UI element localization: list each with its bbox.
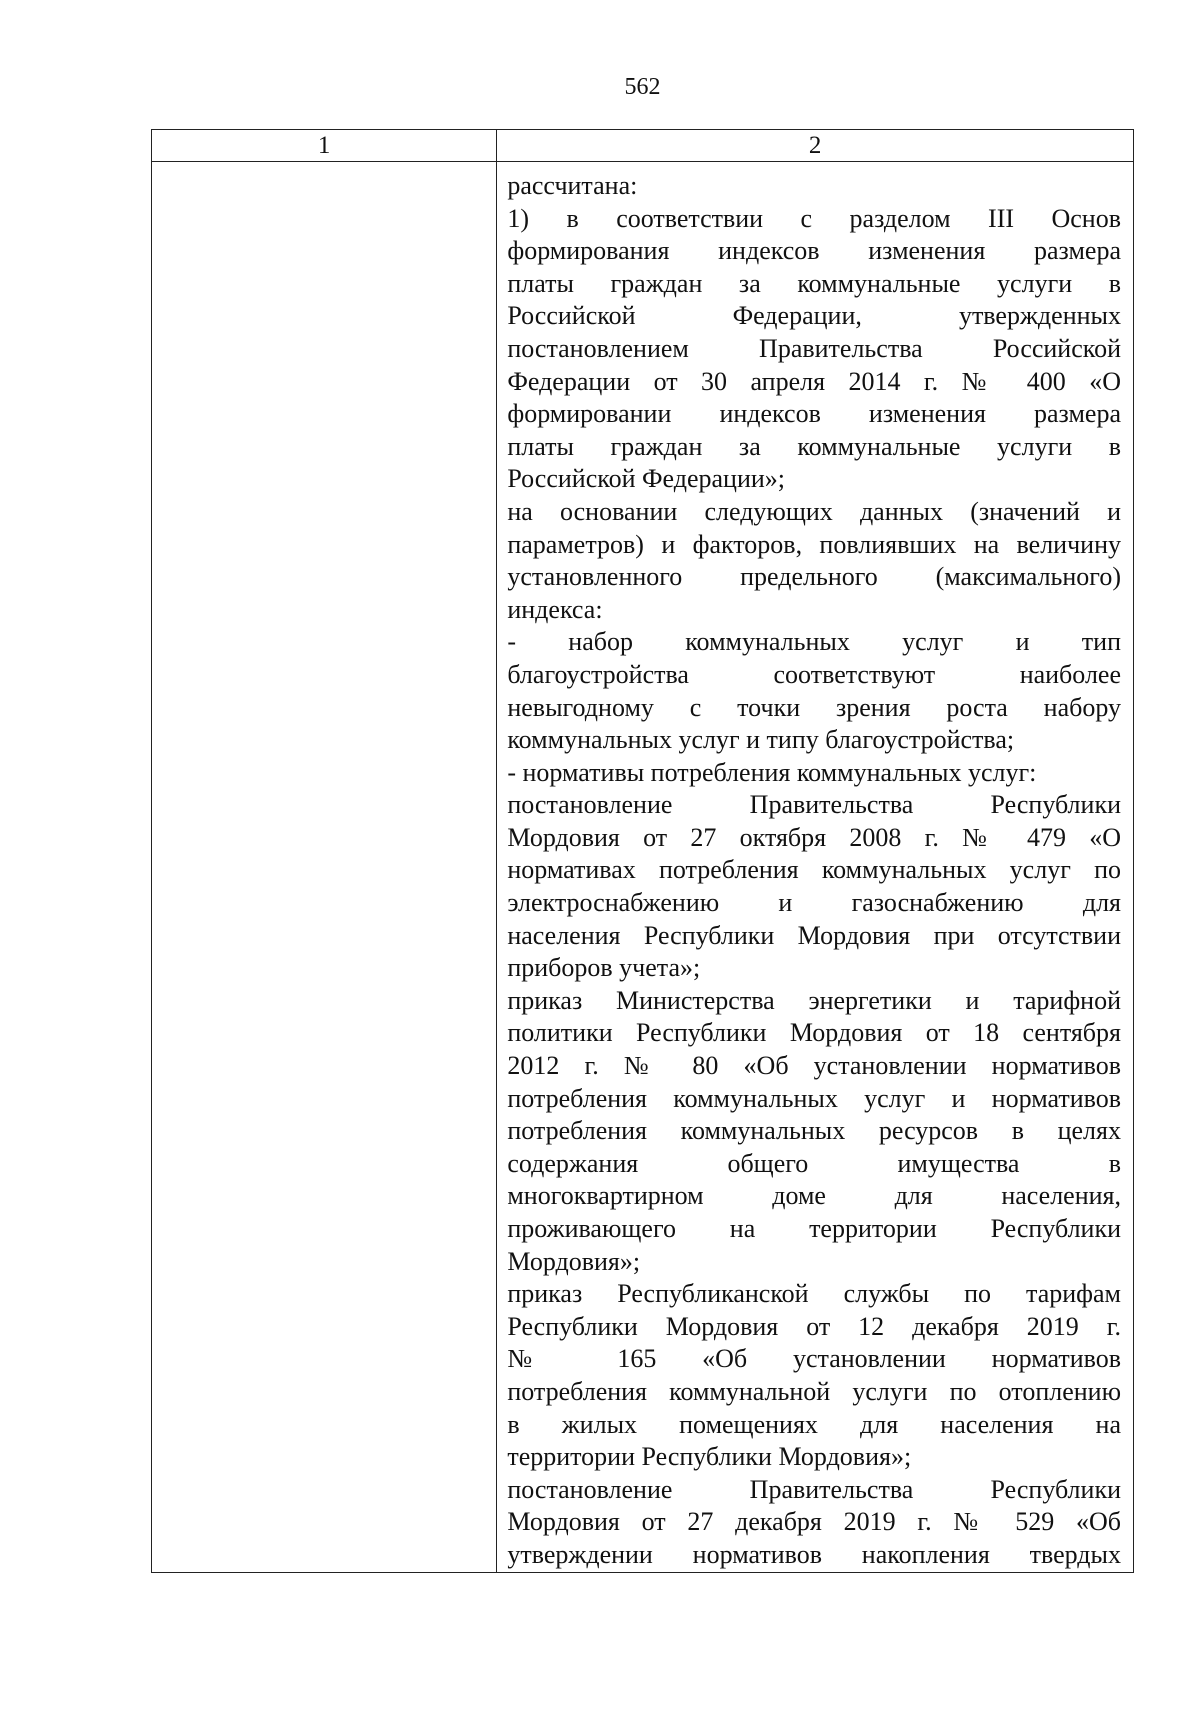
page-number: 562: [624, 74, 661, 100]
text-line: электроснабжению и газоснабжению для: [507, 888, 1121, 918]
text-line: приказ Министерства энергетики и тарифной: [507, 985, 1121, 1015]
table-row: [152, 162, 1134, 1573]
text-line: многоквартирном доме для населения,: [507, 1181, 1121, 1211]
text-line: формирования индексов изменения размера: [507, 236, 1121, 266]
text-line: Российской Федерации»;: [507, 464, 785, 494]
text-line: Республики Мордовия от 12 декабря 2019 г.: [507, 1311, 1121, 1341]
column-2-cell: [497, 162, 1134, 1573]
text-line: Мордовия от 27 декабря 2019 г. № 529 «Об: [507, 1507, 1121, 1537]
text-line: 2012 г. № 80 «Об установлении нормативов: [507, 1051, 1121, 1081]
text-line: приборов учета»;: [507, 953, 701, 983]
column-header-1: 1: [152, 130, 497, 162]
text-line: Мордовия от 27 октября 2008 г. № 479 «О: [507, 822, 1121, 852]
text-line: рассчитана:: [507, 171, 638, 200]
text-line: установленного предельного (максимального): [507, 562, 1121, 592]
text-line: содержания общего имущества в: [507, 1148, 1121, 1178]
table-header-row: [152, 130, 1134, 162]
document-table: [151, 129, 1134, 1573]
text-line: Мордовия»;: [507, 1246, 641, 1276]
text-line: политики Республики Мордовия от 18 сентября: [507, 1018, 1121, 1048]
text-line: населения Республики Мордовия при отсутствии: [507, 920, 1121, 950]
text-line: в жилых помещениях для населения на: [507, 1409, 1121, 1439]
text-line: коммунальных услуг и типу благоустройства;: [507, 725, 1015, 755]
text-line: приказ Республиканской службы по тарифам: [507, 1279, 1121, 1309]
column-2-text: [497, 162, 1133, 1572]
text-line: Федерации от 30 апреля 2014 г. № 400 «О: [507, 366, 1121, 396]
text-line: параметров) и факторов, повлиявших на величину: [507, 529, 1121, 559]
text-line: территории Республики Мордовия»;: [507, 1442, 912, 1472]
text-line: № 165 «Об установлении нормативов: [507, 1344, 1121, 1374]
text-line: потребления коммунальной услуги по отоплению: [507, 1376, 1121, 1406]
text-line: - нормативы потребления коммунальных услуг:: [507, 757, 1037, 787]
text-line: формировании индексов изменения размера: [507, 399, 1121, 429]
text-line: нормативах потребления коммунальных услуг по: [507, 855, 1121, 885]
text-line: платы граждан за коммунальные услуги в: [507, 431, 1121, 461]
text-line: платы граждан за коммунальные услуги в: [507, 268, 1121, 298]
text-line: 1) в соответствии с разделом III Основ: [507, 203, 1121, 233]
text-line: невыгодному с точки зрения роста набору: [507, 692, 1121, 722]
text-line: потребления коммунальных ресурсов в целях: [507, 1116, 1121, 1146]
text-line: утверждении нормативов накопления твердых: [507, 1539, 1121, 1569]
text-line: индекса:: [507, 594, 603, 624]
text-line: на основании следующих данных (значений и: [507, 496, 1121, 526]
text-line: потребления коммунальных услуг и нормативов: [507, 1083, 1121, 1113]
text-line: - набор коммунальных услуг и тип: [507, 627, 1121, 657]
text-line: проживающего на территории Республики: [507, 1214, 1121, 1243]
text-line: постановление Правительства Республики: [507, 1474, 1121, 1504]
text-line: Российской Федерации, утвержденных: [507, 301, 1121, 331]
text-line: постановление Правительства Республики: [507, 790, 1121, 820]
text-line: благоустройства соответствуют наиболее: [507, 659, 1121, 689]
column-header-2: 2: [497, 130, 1134, 162]
column-1-cell: [152, 162, 497, 1573]
text-line: постановлением Правительства Российской: [507, 333, 1121, 363]
